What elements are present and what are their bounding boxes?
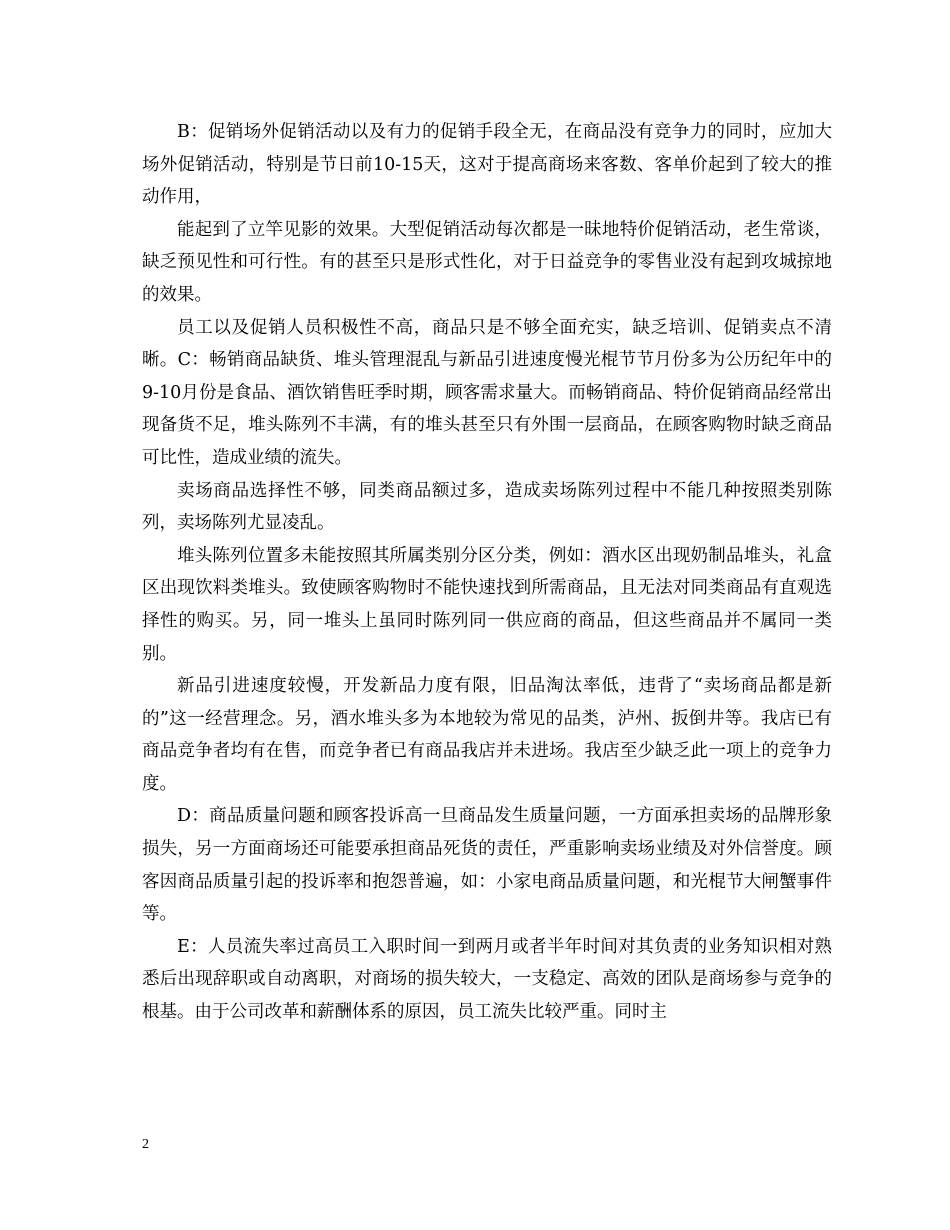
paragraph-stockout: 员工以及促销人员积极性不高，商品只是不够全面充实，缺乏培训、促销卖点不清晰。C：畅销商品缺货、堆头管理混乱与新品引进速度慢光棍节节月份多为公历纪年中的9-10月份是食品、酒饮销售旺季时期，顾客需求量大。而畅销商品、特价促销商品经常出现备货不足，堆头陈列不丰满，有的堆头甚至只有外围一层商品，在顾客购物时缺乏商品可比性，造成业绩的流失。	[142, 317, 832, 468]
paragraph-promotion: B：促销场外促销活动以及有力的促销手段全无，在商品没有竞争力的同时，应加大场外促销活动，特别是节日前10-15天，这对于提高商场来客数、客单价起到了较大的推动作用，	[142, 122, 832, 208]
paragraph-display-position: 堆头陈列位置多未能按照其所属类别分区分类，例如：酒水区出现奶制品堆头，礼盒区出现饮料类堆头。致使顾客购物时不能快速找到所需商品，且无法对同类商品有直观选择性的购买。另，同一堆头上虽同时陈列同一供应商的商品，但这些商品并不属同一类别。	[142, 545, 832, 664]
paragraph-staff-turnover: E：人员流失率过高员工入职时间一到两月或者半年时间对其负责的业务知识相对熟悉后出现辞职或自动离职，对商场的损失较大，一支稳定、高效的团队是商场参与竞争的根基。由于公司改革和薪酬体系的原因，员工流失比较严重。同时主	[142, 936, 832, 1023]
paragraph-promotion-effect: 能起到了立竿见影的效果。大型促销活动每次都是一昧地特价促销活动，老生常谈，缺乏预见性和可行性。有的甚至只是形式性化，对于日益竞争的零售业没有起到攻城掠地的效果。	[142, 219, 832, 305]
paragraph-new-products: 新品引进速度较慢，开发新品力度有限，旧品淘汰率低，违背了“卖场商品都是新的”这一经营理念。另，酒水堆头多为本地较为常见的品类，泸州、扳倒井等。我店已有商品竞争者均有在售，而竞争者已有商品我店并未进场。我店至少缺乏此一项上的竞争力度。	[142, 676, 832, 794]
paragraph-assortment: 卖场商品选择性不够，同类商品额过多，造成卖场陈列过程中不能几种按照类别陈列，卖场陈列尤显凌乱。	[142, 480, 832, 534]
document-body	[142, 116, 832, 1029]
page-number: 2	[142, 1137, 149, 1152]
paragraph-quality-complaints: D：商品质量问题和顾客投诉高一旦商品发生质量问题，一方面承担卖场的品牌形象损失，另一方面商场还可能要承担商品死货的责任，严重影响卖场业绩及对外信誉度。顾客因商品质量引起的投诉率和抱怨普遍，如：小家电商品质量问题，和光棍节大闸蟹事件等。	[142, 806, 832, 925]
